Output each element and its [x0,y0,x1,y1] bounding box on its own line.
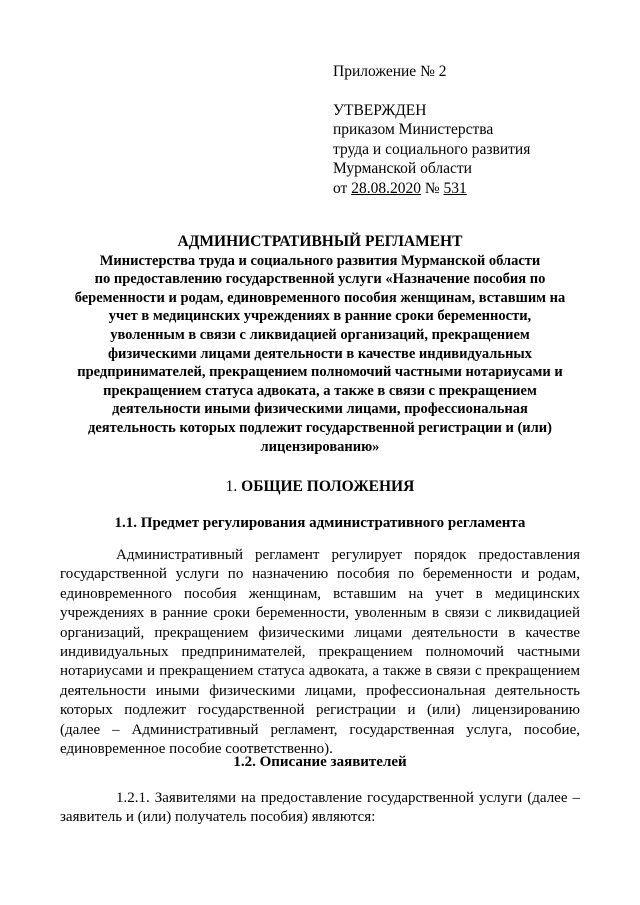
approval-stamp [333,62,530,198]
paragraph-line: учреждениях в ранние сроки беременности, уволенным в связи с ликвидацией [60,605,580,622]
section-heading [60,477,580,497]
order-date-line [333,179,530,199]
order-line-1: приказом Министерства [333,121,494,138]
section-number: 1. [225,478,242,495]
paragraph-line: Административный регламент регулирует порядок предоставления [116,547,580,563]
document-title [60,233,580,456]
paragraph-line: (далее – Административный регламент, государственная услуга, пособие, [60,721,580,738]
appendix-label: Приложение № 2 [333,63,447,80]
date-prefix: от [333,179,352,197]
title-line: беременности и родам, единовременного пособия женщинам, вставшим на [74,289,566,306]
paragraph-line: единовременное пособие соответственно). [60,741,333,758]
title-line: по предоставлению государственной услуги «Назначение пособия по [94,271,546,288]
title-line: Министерства труда и социального развития Мурманской области [99,252,541,269]
subsection-heading-1-2: 1.2. Описание заявителей [233,754,407,770]
subsection-heading-1-1: 1.1. Предмет регулирования административного регламента [114,515,526,531]
paragraph-line: нотариусами и прекращением статуса адвоката, а также в связи с прекращением [60,663,580,680]
order-date: 28.08.2020 [351,179,421,197]
approved-label: УТВЕРЖДЕН [333,101,427,119]
paragraph-line: индивидуальных предпринимателей, прекращением полномочий частными [60,644,580,661]
title-line: учет в медицинских учреждениях в ранние сроки беременности, [108,308,532,325]
paragraph-line: деятельности иными физическими лицами, профессиональная деятельность [60,682,580,699]
title-line: уволенным в связи с ликвидацией организаций, прекращением [110,326,530,343]
order-line-3: Мурманской области [333,160,472,177]
paragraph-1-2-1 [60,789,580,828]
title-line: предпринимателей, прекращением полномочий частными нотариусами и [77,364,563,381]
paragraph-line: заявитель и (или) получатель пособия) являются: [60,809,376,826]
number-prefix: № [420,179,444,197]
title-line: деятельности иными физическими лицами, профессиональная [112,401,528,418]
paragraph-line: которых подлежит государственной регистрации и (или) лицензированию [60,702,580,719]
title-main: АДМИНИСТРАТИВНЫЙ РЕГЛАМЕНТ [177,233,463,250]
paragraph-line: единовременного пособия женщинам, вставшим на учет в медицинских [60,585,580,602]
title-line: физическими лицами деятельности в качестве индивидуальных [107,345,532,362]
paragraph-1-1 [60,546,580,759]
title-line: прекращением статуса адвоката, а также в связи с прекращением [103,382,537,399]
paragraph-line: 1.2.1. Заявителями на предоставление государственной услуги (далее – [116,790,580,806]
spacer [333,82,530,101]
title-line: деятельность которых подлежит государственной регистрации и (или) [88,419,552,436]
title-line: лицензированию» [260,438,380,455]
paragraph-line: организаций, прекращением физическими лицами деятельности в качестве [60,624,580,641]
order-number: 531 [443,179,467,197]
paragraph-line: государственной услуги по назначению пособия по беременности и родам, [60,566,580,583]
order-line-2: труда и социального развития [333,140,531,158]
section-title: ОБЩИЕ ПОЛОЖЕНИЯ [241,478,415,495]
